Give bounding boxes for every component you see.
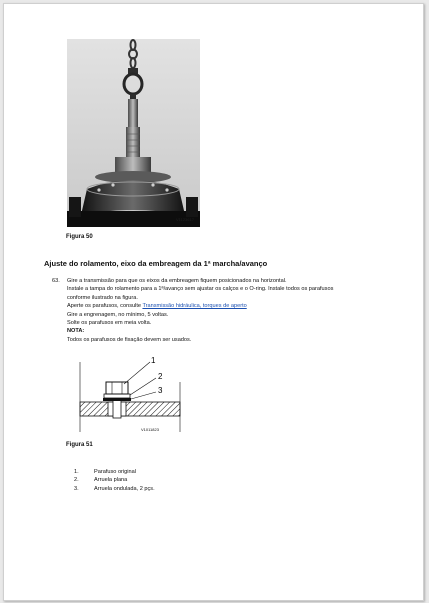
item-label: Arruela plana — [94, 477, 128, 484]
item-number: 1. — [74, 469, 79, 475]
parts-list-item — [74, 468, 155, 476]
step-number: 63. — [52, 278, 60, 284]
step-line: Solte os parafusos em meia volta. — [67, 320, 152, 327]
callout-3: 3 — [158, 386, 163, 395]
procedure-step — [52, 277, 392, 344]
callout-1: 1 — [151, 356, 156, 365]
note-label: NOTA: — [67, 328, 85, 335]
figure-51-bolt-diagram — [76, 354, 184, 438]
section-title: Ajuste do rolamento, eixo da embreagem da 1ª marcha/avanço — [44, 259, 268, 268]
item-number: 3. — [74, 485, 79, 492]
step-text: Aperte os parafusos, consulte — [67, 303, 143, 310]
item-number: 2. — [74, 477, 79, 484]
step-line-torque — [67, 302, 392, 310]
note-text: Todos os parafusos de fixação devem ser usados. — [67, 336, 192, 343]
parts-list — [74, 468, 155, 493]
figure-51-caption: Figura 51 — [66, 442, 93, 448]
step-body — [67, 277, 392, 344]
item-label: Arruela ondulada, 2 pçs. — [94, 485, 155, 492]
figure-50-caption: Figura 50 — [66, 234, 93, 240]
step-line: Instale a tampa do rolamento para a 1ª/avanço sem ajustar os calços e o O-ring. Instale todos os parafusos — [67, 286, 334, 293]
parts-list-item — [74, 476, 155, 484]
item-label: Parafuso original — [94, 469, 136, 475]
parts-list-item — [74, 485, 155, 493]
callout-2: 2 — [158, 372, 163, 381]
document-page — [3, 3, 424, 601]
torque-reference-link[interactable]: Transmissão hidráulica, torques de aperto — [142, 303, 247, 310]
figure-50-image-code: V1123617 — [176, 217, 194, 222]
step-line: conforme ilustrado na figura. — [67, 294, 138, 301]
figure-50-photo — [67, 39, 200, 227]
bearing-cover-photo-illustration — [67, 39, 200, 227]
step-line: Gire a transmissão para que os eixos da embreagem fiquem posicionados na horizontal. — [67, 278, 287, 284]
figure-51-image-code: V1011823 — [141, 427, 159, 432]
step-line: Gire a engrenagem, no mínimo, 5 voltas. — [67, 311, 169, 318]
